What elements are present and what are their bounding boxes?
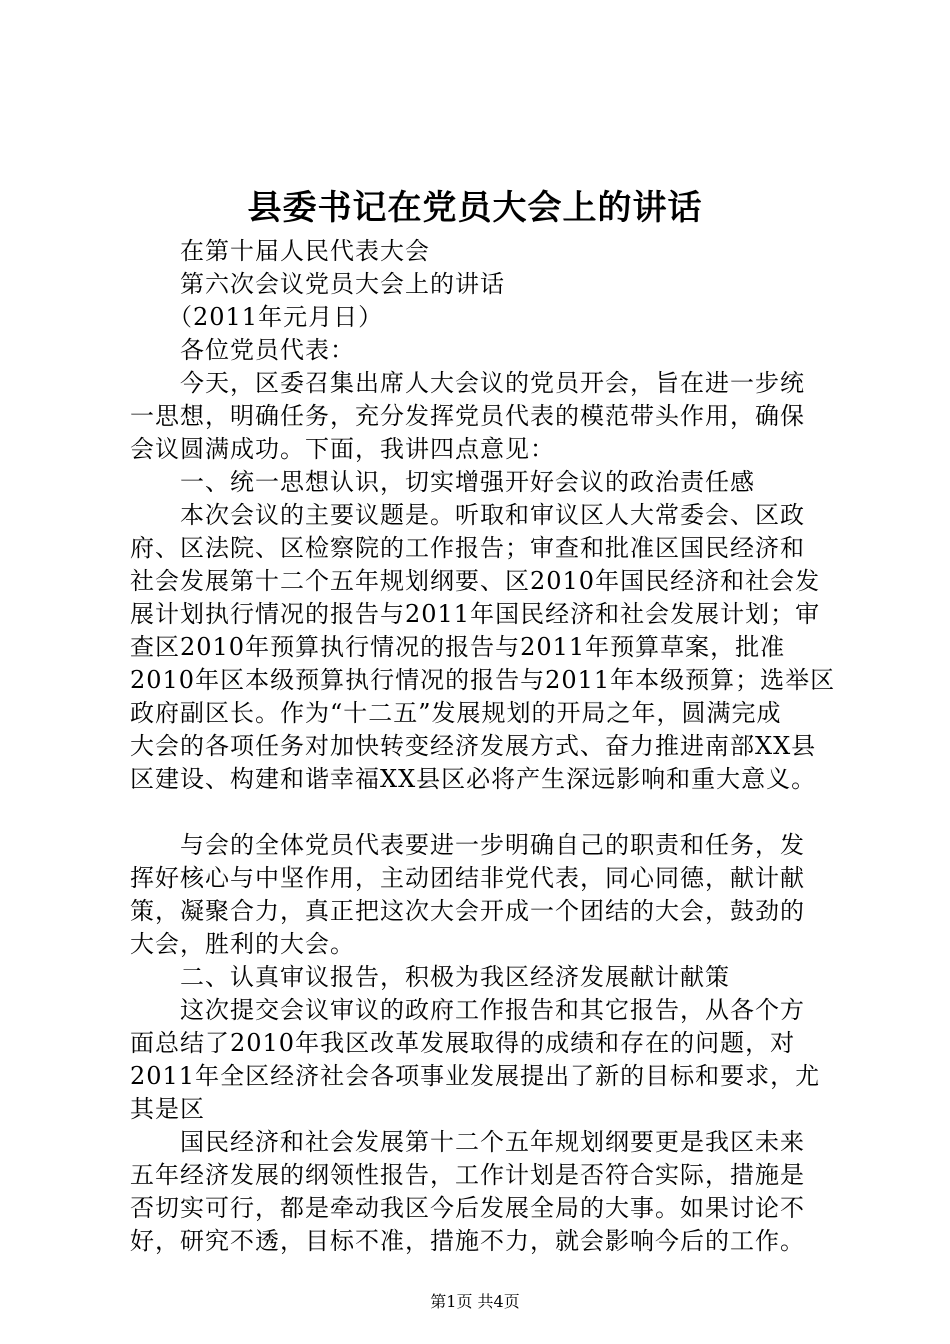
text-line: 一思想，明确任务，充分发挥党员代表的模范带头作用，确保 (130, 402, 805, 430)
text-line: 第六次会议党员大会上的讲话 (180, 270, 505, 298)
section-heading: 二、认真审议报告，积极为我区经济发展献计献策 (180, 963, 730, 991)
text-line: 府、区法院、区检察院的工作报告；审查和批准区国民经济和 (130, 534, 805, 562)
text-line: 国民经济和社会发展第十二个五年规划纲要更是我区未来 (180, 1128, 805, 1156)
text-line: 今天，区委召集出席人大会议的党员开会，旨在进一步统 (180, 369, 805, 397)
text-line: 在第十届人民代表大会 (180, 237, 430, 265)
text-line: 与会的全体党员代表要进一步明确自己的职责和任务，发 (180, 831, 805, 859)
text-line: 本次会议的主要议题是。听取和审议区人大常委会、区政 (180, 501, 805, 529)
text-line: 这次提交会议审议的政府工作报告和其它报告，从各个方 (180, 996, 805, 1024)
text-line: 其是区 (130, 1095, 205, 1123)
salutation: 各位党员代表： (180, 336, 355, 364)
text-line: 查区2010年预算执行情况的报告与2011年预算草案，批准 (130, 633, 786, 661)
text-line: 挥好核心与中坚作用，主动团结非党代表，同心同德，献计献 (130, 864, 805, 892)
document-title: 县委书记在党员大会上的讲话 (247, 188, 703, 228)
text-line: 会议圆满成功。下面，我讲四点意见： (130, 435, 555, 463)
text-line: 策，凝聚合力，真正把这次大会开成一个团结的大会，鼓劲的 (130, 897, 805, 925)
text-line: 大会的各项任务对加快转变经济发展方式、奋力推进南部XX县 (130, 732, 817, 760)
text-line: 大会，胜利的大会。 (130, 930, 355, 958)
section-heading: 一、统一思想认识，切实增强开好会议的政治责任感 (180, 468, 755, 496)
text-line: 面总结了2010年我区改革发展取得的成绩和存在的问题，对 (130, 1029, 796, 1057)
text-line: 政府副区长。作为“十二五”发展规划的开局之年，圆满完成 (130, 699, 782, 727)
text-line: 展计划执行情况的报告与2011年国民经济和社会发展计划；审 (130, 600, 821, 628)
page-number: 第1页 共4页 (430, 1292, 520, 1311)
text-line: 五年经济发展的纲领性报告，工作计划是否符合实际，措施是 (130, 1161, 805, 1189)
text-line: 2011年全区经济社会各项事业发展提出了新的目标和要求，尤 (130, 1062, 821, 1090)
text-line: 好，研究不透，目标不准，措施不力，就会影响今后的工作。 (130, 1227, 805, 1255)
text-line: 否切实可行，都是牵动我区今后发展全局的大事。如果讨论不 (130, 1194, 805, 1222)
text-line: 社会发展第十二个五年规划纲要、区2010年国民经济和社会发 (130, 567, 821, 595)
text-line: 区建设、构建和谐幸福XX县区必将产生深远影响和重大意义。 (130, 765, 817, 793)
text-line: （2011年元月日） (168, 303, 384, 331)
text-line: 2010年区本级预算执行情况的报告与2011年本级预算；选举区 (130, 666, 836, 694)
